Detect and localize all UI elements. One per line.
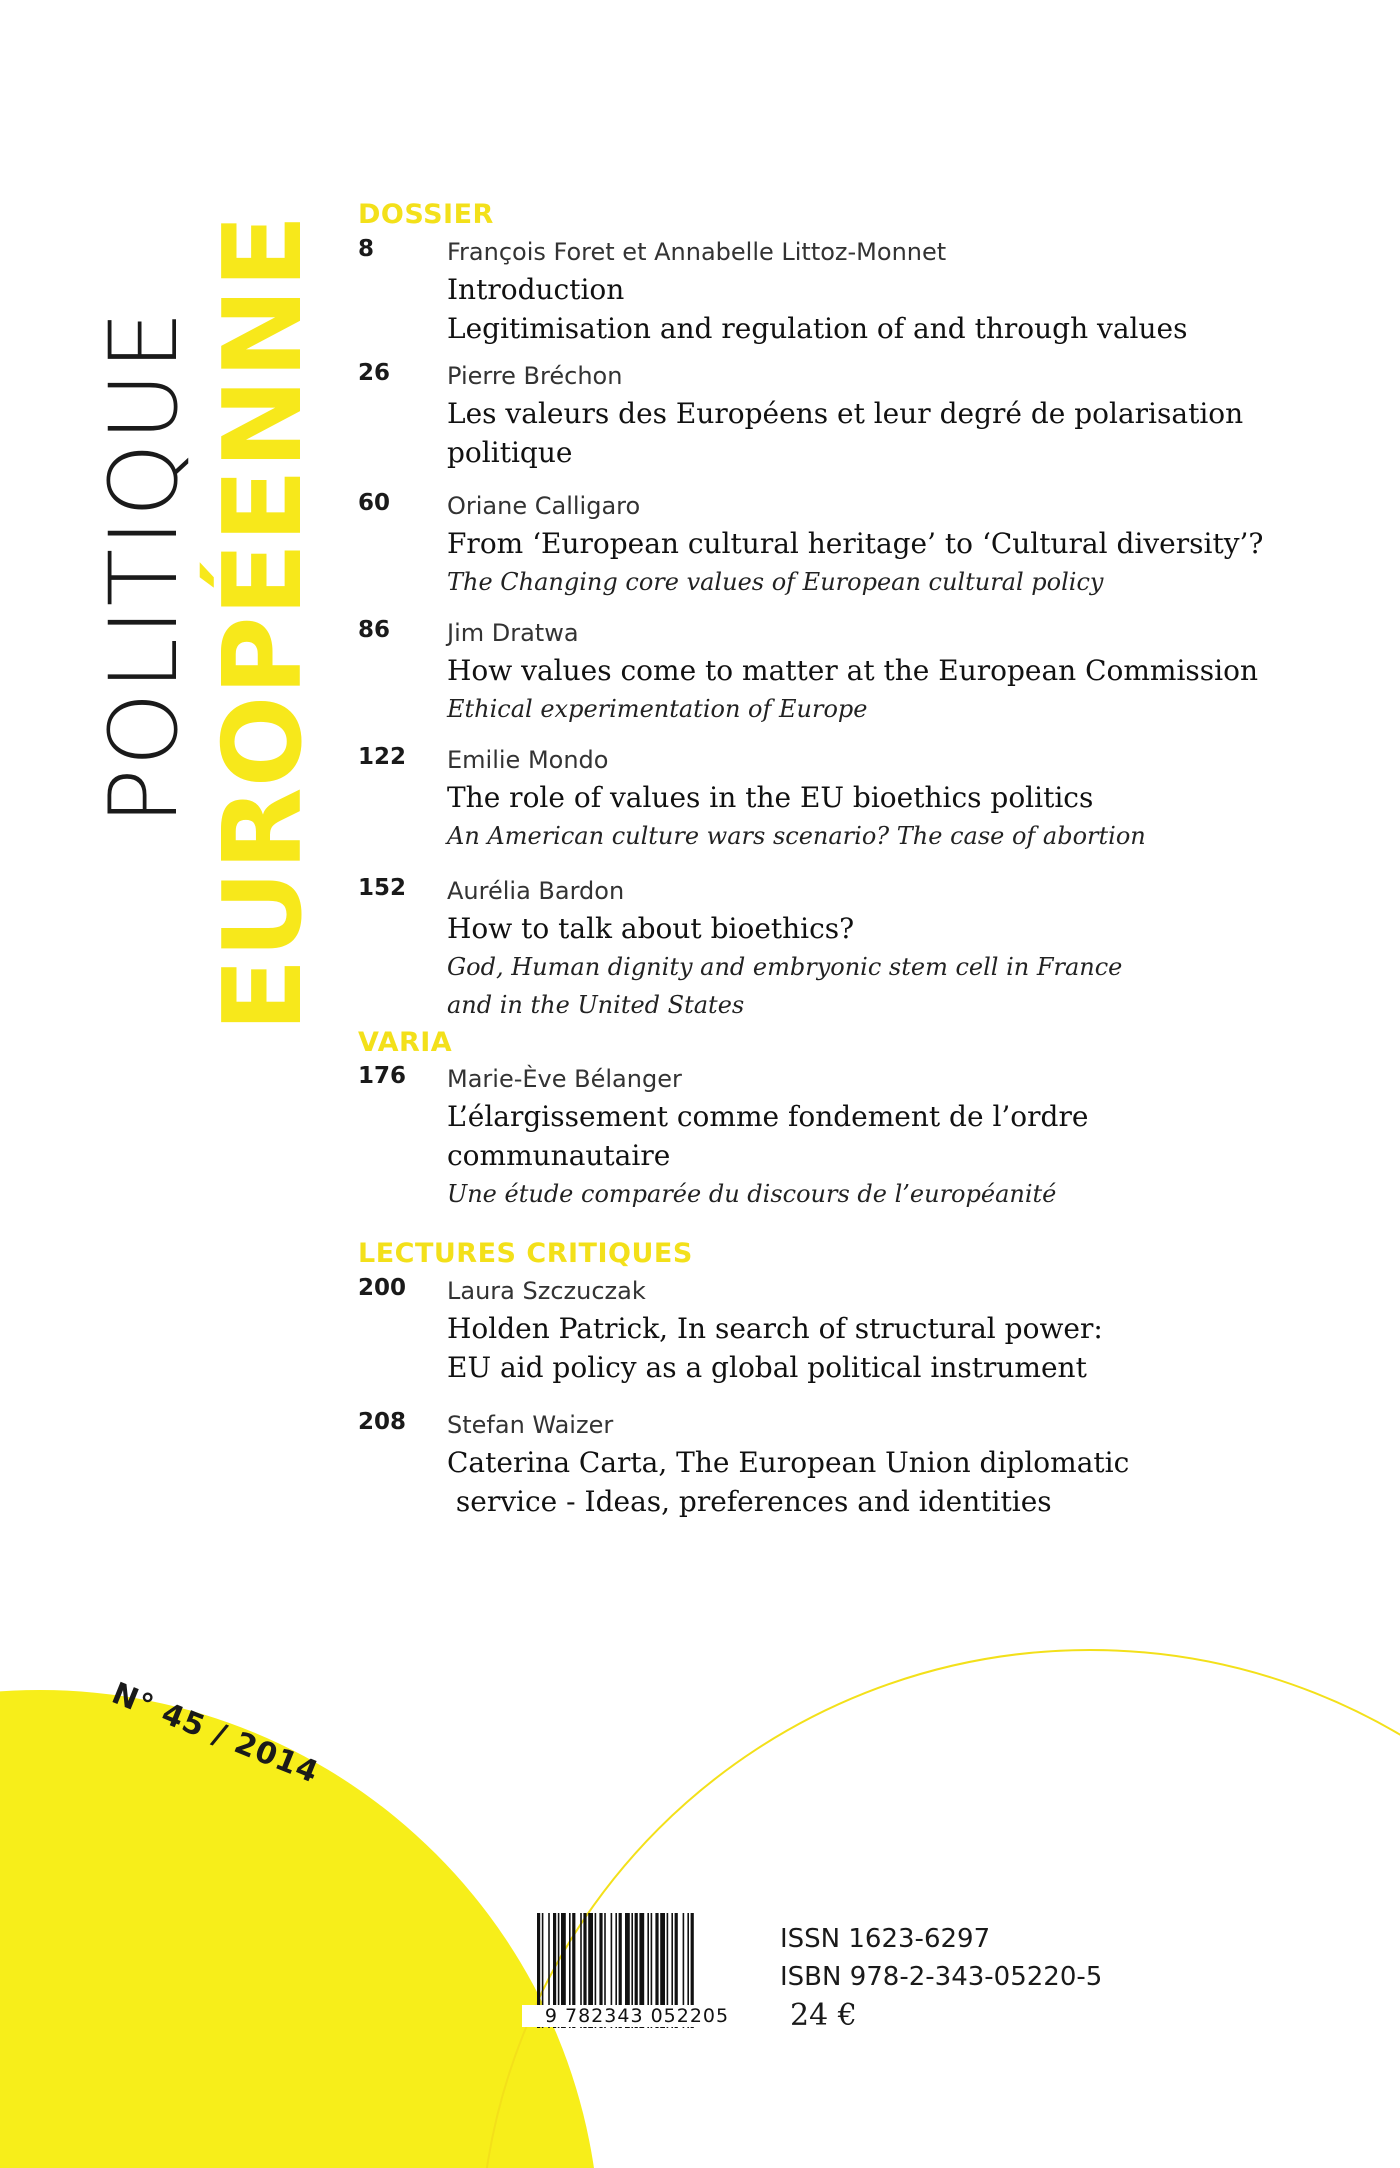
article-title: politique	[447, 435, 573, 469]
journal-title-line1: POLITIQUE	[90, 308, 199, 825]
section-heading: VARIA	[358, 1026, 453, 1058]
page-number: 60	[358, 489, 391, 516]
page-number: 122	[358, 743, 407, 770]
article-title: Les valeurs des Européens et leur degré de polarisation	[447, 396, 1244, 430]
page-number: 86	[358, 616, 391, 643]
section-varia	[358, 1028, 1318, 1214]
article-title: How to talk about bioethics?	[447, 911, 855, 945]
page-number: 26	[358, 359, 391, 386]
article-title: service - Ideas, preferences and identities	[447, 1485, 1052, 1519]
article-author: Pierre Bréchon	[447, 361, 623, 390]
article-subtitle: God, Human dignity and embryonic stem cell in France	[447, 952, 1123, 981]
article-author: François Foret et Annabelle Littoz-Monnet	[447, 237, 947, 266]
article-author: Aurélia Bardon	[447, 876, 625, 905]
article-author: Stefan Waizer	[447, 1411, 614, 1440]
toc-entry	[358, 1407, 1318, 1521]
article-author: Laura Szczuczak	[447, 1277, 646, 1306]
toc-entry	[358, 358, 1318, 472]
article-subtitle: An American culture wars scenario? The case of abortion	[447, 821, 1146, 850]
article-author: Marie-Ève Bélanger	[447, 1065, 682, 1094]
toc-entry	[358, 615, 1318, 728]
issn: ISSN 1623-6297	[780, 1924, 991, 1954]
article-title: Caterina Carta, The European Union diplomatic	[447, 1446, 1130, 1480]
toc-entry	[358, 873, 1318, 1024]
page-number: 176	[358, 1063, 407, 1090]
article-subtitle: Une étude comparée du discours de l’européanité	[447, 1180, 1057, 1209]
toc-entry	[358, 742, 1318, 855]
section-heading: LECTURES CRITIQUES	[358, 1238, 693, 1270]
article-title: Legitimisation and regulation of and through values	[447, 311, 1188, 345]
article-title: Holden Patrick, In search of structural power:	[447, 1312, 1103, 1346]
toc-entry	[358, 1061, 1318, 1213]
outline-circle	[480, 1650, 1400, 2168]
page-number: 8	[358, 235, 375, 262]
article-subtitle: The Changing core values of European cultural policy	[447, 567, 1104, 596]
issue-number: N° 45 / 2014	[106, 1676, 324, 1791]
article-title: From ‘European cultural heritage’ to ‘Cultural diversity’?	[447, 526, 1264, 560]
price: 24 €	[790, 1998, 857, 2033]
section-lectures-critiques	[358, 1239, 1318, 1521]
article-subtitle: and in the United States	[447, 990, 745, 1019]
section-dossier	[358, 200, 1318, 1024]
article-title: How values come to matter at the European Commission	[447, 653, 1259, 687]
journal-title-line2: EUROPÉENNE	[201, 214, 326, 1032]
article-title: communautaire	[447, 1139, 671, 1173]
article-author: Oriane Calligaro	[447, 491, 641, 520]
table-of-contents	[358, 200, 1318, 1521]
toc-entry	[358, 488, 1318, 601]
section-heading: DOSSIER	[358, 199, 494, 230]
toc-entry	[358, 1273, 1318, 1387]
page-number: 208	[358, 1409, 407, 1436]
barcode-digits: 9 782343 052205	[522, 2005, 752, 2027]
page-number: 152	[358, 874, 407, 901]
article-subtitle: Ethical experimentation of Europe	[447, 694, 868, 723]
isbn: ISBN 978-2-343-05220-5	[780, 1962, 1103, 1992]
article-title: Introduction	[447, 272, 625, 306]
page-number: 200	[358, 1275, 407, 1302]
article-title: L’élargissement comme fondement de l’ordre	[447, 1100, 1089, 1134]
article-title: The role of values in the EU bioethics politics	[447, 780, 1094, 814]
article-author: Jim Dratwa	[447, 618, 579, 647]
article-author: Emilie Mondo	[447, 745, 609, 774]
publication-info	[780, 1920, 1102, 2036]
toc-entry	[358, 234, 1318, 348]
article-title: EU aid policy as a global political instrument	[447, 1351, 1087, 1385]
